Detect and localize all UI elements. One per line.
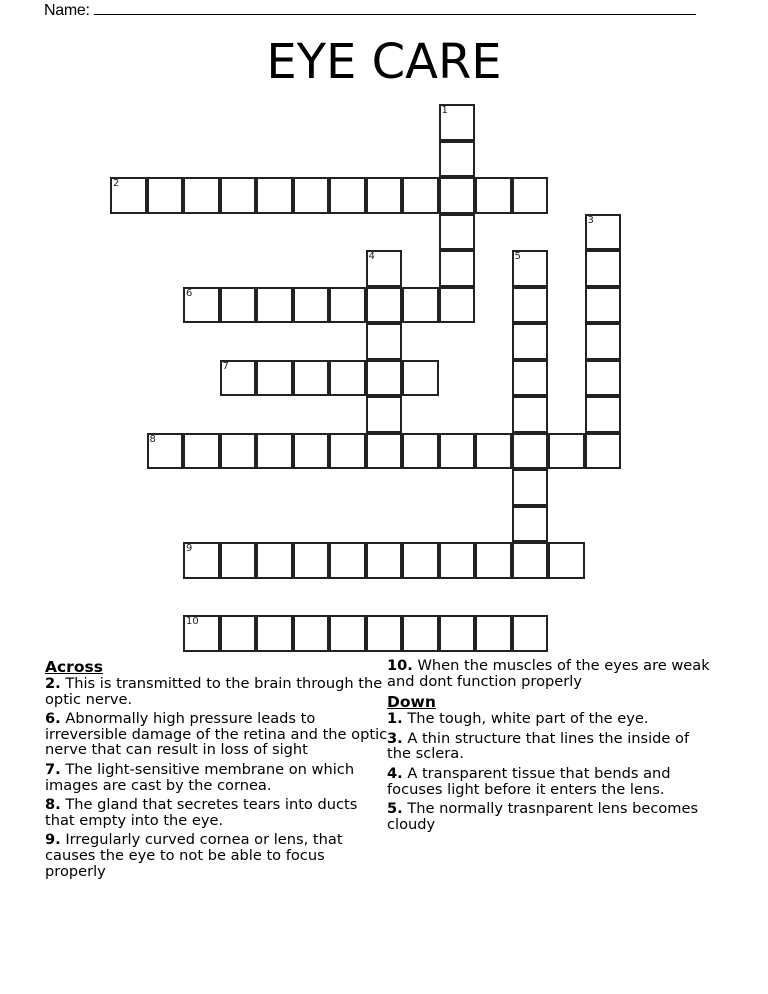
grid-cell[interactable] xyxy=(183,287,220,324)
clue-number: 9 xyxy=(186,543,193,554)
grid-cell[interactable] xyxy=(329,542,366,579)
grid-cell[interactable] xyxy=(585,214,622,251)
grid-cell[interactable] xyxy=(512,469,549,506)
grid-cell[interactable] xyxy=(475,177,512,214)
clue-number: 10 xyxy=(186,616,199,627)
grid-cell[interactable] xyxy=(475,542,512,579)
grid-cell[interactable] xyxy=(512,177,549,214)
grid-cell[interactable] xyxy=(585,250,622,287)
clue-number: 6 xyxy=(186,287,193,299)
grid-cell[interactable] xyxy=(439,214,476,251)
grid-cell[interactable] xyxy=(329,177,366,214)
clue-down-4: 4. A transparent tissue that bends and focuses light before it enters the lens. xyxy=(387,764,671,798)
down-heading: Down xyxy=(387,693,436,712)
grid-cell[interactable] xyxy=(512,615,549,652)
grid-cell[interactable] xyxy=(439,177,476,214)
grid-cell[interactable] xyxy=(329,433,366,470)
grid-cell[interactable] xyxy=(512,287,549,324)
clue-number: 4 xyxy=(368,251,375,262)
grid-cell[interactable] xyxy=(439,250,476,287)
grid-cell[interactable] xyxy=(402,177,439,214)
clue-across-7: 7. The light-sensitive membrane on which images are cast by the cornea. xyxy=(45,760,355,794)
clue-down-1: 1. The tough, white part of the eye. xyxy=(387,710,649,728)
name-blank-line[interactable] xyxy=(94,0,696,15)
grid-cell[interactable] xyxy=(512,323,549,360)
grid-cell[interactable] xyxy=(183,542,220,579)
clue-across-2: 2. This is transmitted to the brain through the optic nerve. xyxy=(45,675,383,708)
clue-number: 1 xyxy=(441,105,448,116)
grid-cell[interactable] xyxy=(293,615,330,652)
grid-cell[interactable] xyxy=(548,542,585,579)
clue-number: 3 xyxy=(587,214,594,226)
grid-cell[interactable] xyxy=(293,542,330,579)
grid-cell[interactable] xyxy=(512,506,549,543)
grid-cell[interactable] xyxy=(366,542,403,579)
grid-cell[interactable] xyxy=(256,360,293,397)
clue-number: 7 xyxy=(222,360,229,372)
grid-cell[interactable] xyxy=(402,360,439,397)
grid-cell[interactable] xyxy=(585,360,622,397)
crossword-grid xyxy=(110,104,630,664)
grid-cell[interactable] xyxy=(183,433,220,470)
grid-cell[interactable] xyxy=(256,615,293,652)
clue-across-10: 10. When the muscles of the eyes are weak and dont function properly xyxy=(387,657,710,690)
grid-cell[interactable] xyxy=(366,323,403,360)
grid-cell[interactable] xyxy=(293,177,330,214)
clue-across-6: 6. Abnormally high pressure leads to irreversible damage of the retina and the optic nerve that can result in loss of sight xyxy=(45,710,388,759)
grid-cell[interactable] xyxy=(220,287,257,324)
grid-cell[interactable] xyxy=(293,287,330,324)
grid-cell[interactable] xyxy=(366,287,403,324)
grid-cell[interactable] xyxy=(585,287,622,324)
name-field xyxy=(44,0,696,21)
across-heading: Across xyxy=(45,658,103,676)
grid-cell[interactable] xyxy=(585,323,622,360)
clue-across-8: 8. The gland that secretes tears into ducts that empty into the eye. xyxy=(45,796,358,829)
grid-cell[interactable] xyxy=(512,250,549,287)
grid-cell[interactable] xyxy=(475,433,512,470)
clue-number: 5 xyxy=(514,251,521,262)
clues-right-column xyxy=(387,658,717,836)
clue-number: 2 xyxy=(113,178,120,189)
grid-cell[interactable] xyxy=(585,433,622,470)
clue-across-9: 9. Irregularly curved cornea or lens, that causes the eye to not be able to focus properly xyxy=(45,831,343,880)
grid-cell[interactable] xyxy=(220,615,257,652)
grid-cell[interactable] xyxy=(402,615,439,652)
grid-cell[interactable] xyxy=(329,287,366,324)
clues-left-column xyxy=(45,658,390,883)
grid-cell[interactable] xyxy=(439,141,476,178)
grid-cell[interactable] xyxy=(183,615,220,652)
grid-cell[interactable] xyxy=(256,542,293,579)
grid-cell[interactable] xyxy=(293,433,330,470)
grid-cell[interactable] xyxy=(439,433,476,470)
grid-cell[interactable] xyxy=(366,177,403,214)
grid-cell[interactable] xyxy=(402,287,439,324)
grid-cell[interactable] xyxy=(220,433,257,470)
grid-cell[interactable] xyxy=(512,542,549,579)
grid-cell[interactable] xyxy=(439,542,476,579)
grid-cell[interactable] xyxy=(366,360,403,397)
grid-cell[interactable] xyxy=(147,177,184,214)
grid-cell[interactable] xyxy=(402,542,439,579)
name-label: Name: xyxy=(44,2,90,19)
grid-cell[interactable] xyxy=(147,433,184,470)
grid-cell[interactable] xyxy=(256,433,293,470)
grid-cell[interactable] xyxy=(512,360,549,397)
grid-cell[interactable] xyxy=(512,433,549,470)
grid-cell[interactable] xyxy=(475,615,512,652)
grid-cell[interactable] xyxy=(220,542,257,579)
grid-cell[interactable] xyxy=(439,287,476,324)
grid-cell[interactable] xyxy=(366,250,403,287)
grid-cell[interactable] xyxy=(366,433,403,470)
grid-cell[interactable] xyxy=(183,177,220,214)
grid-cell[interactable] xyxy=(585,396,622,433)
grid-cell[interactable] xyxy=(548,433,585,470)
grid-cell[interactable] xyxy=(256,177,293,214)
clue-number: 8 xyxy=(149,433,156,445)
grid-cell[interactable] xyxy=(329,360,366,397)
grid-cell[interactable] xyxy=(366,615,403,652)
grid-cell[interactable] xyxy=(512,396,549,433)
clue-down-5: 5. The normally trasnparent lens becomes cloudy xyxy=(387,800,699,833)
grid-cell[interactable] xyxy=(293,360,330,397)
grid-cell[interactable] xyxy=(110,177,147,214)
grid-cell[interactable] xyxy=(439,104,476,141)
grid-cell[interactable] xyxy=(256,287,293,324)
grid-cell[interactable] xyxy=(402,433,439,470)
grid-cell[interactable] xyxy=(220,177,257,214)
grid-cell[interactable] xyxy=(366,396,403,433)
clue-down-3: 3. A thin structure that lines the inside of the sclera. xyxy=(387,729,690,763)
grid-cell[interactable] xyxy=(220,360,257,397)
grid-cell[interactable] xyxy=(329,615,366,652)
grid-cell[interactable] xyxy=(439,615,476,652)
page-title: EYE CARE xyxy=(266,34,502,90)
